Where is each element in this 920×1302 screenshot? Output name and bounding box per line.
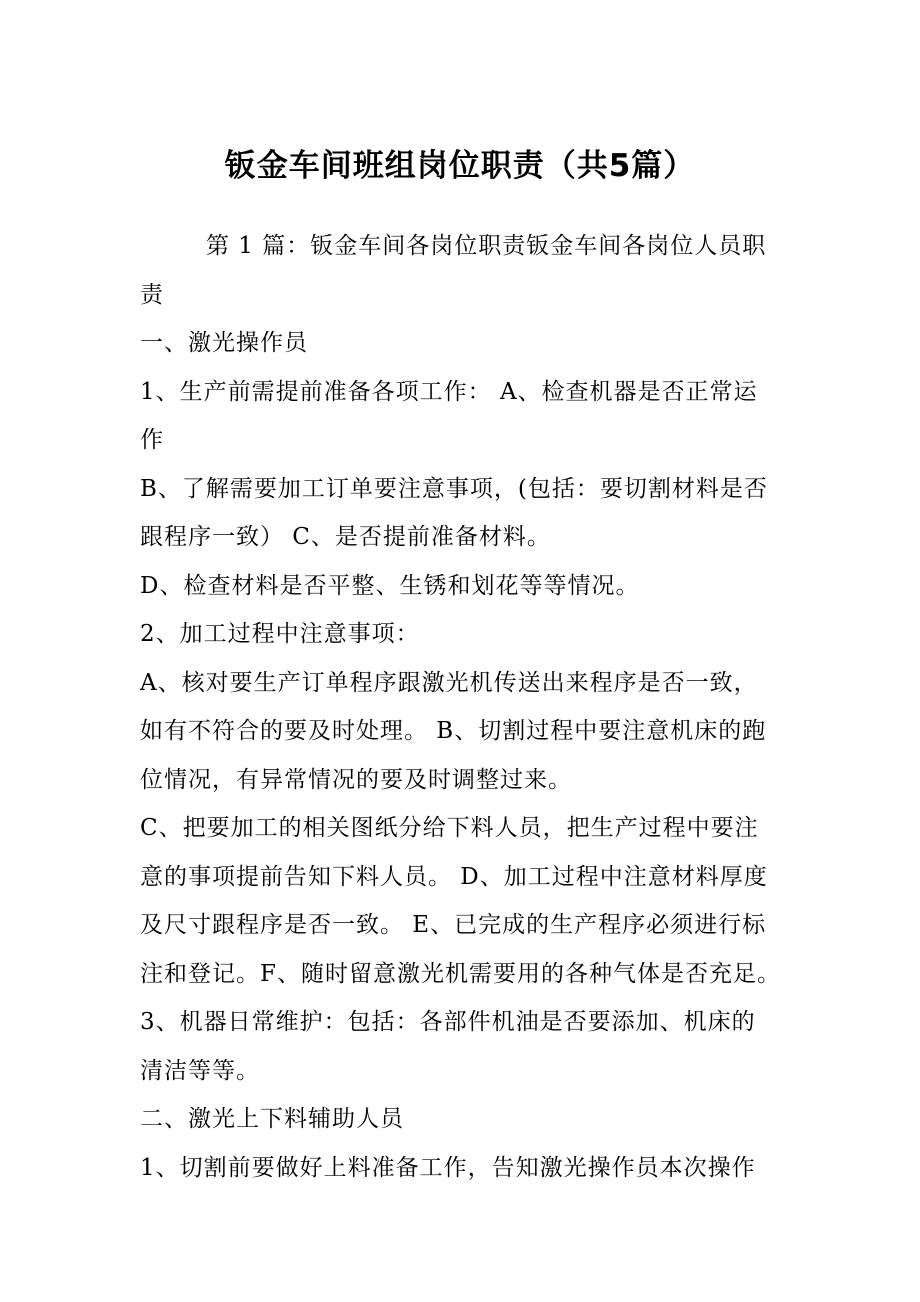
paragraph-line: 2、加工过程中注意事项： bbox=[140, 621, 420, 647]
paragraph-line: 3、机器日常维护：包括：各部件机油是否要添加、机床的 bbox=[140, 1009, 756, 1035]
paragraph-line: 意的事项提前告知下料人员。 D、加工过程中注意材料厚度 bbox=[140, 863, 768, 890]
paragraph-line: 及尺寸跟程序是否一致。 E、已完成的生产程序必须进行标 bbox=[140, 912, 767, 938]
section-heading: 二、激光上下料辅助人员 bbox=[140, 1106, 404, 1132]
paragraph-line: C、把要加工的相关图纸分给下料人员，把生产过程中要注 bbox=[140, 815, 759, 841]
paragraph-line: 1、生产前需提前准备各项工作： A、检查机器是否正常运 bbox=[140, 378, 758, 405]
document-title: 钣金车间班组岗位职责（共5篇） bbox=[224, 148, 696, 184]
paragraph-line: 1、切割前要做好上料准备工作，告知激光操作员本次操作 bbox=[140, 1154, 756, 1181]
paragraph-line: 位情况，有异常情况的要及时调整过来。 bbox=[140, 766, 572, 793]
paragraph-line: A、核对要生产订单程序跟激光机传送出来程序是否一致， bbox=[140, 669, 758, 696]
document-body bbox=[140, 222, 782, 1192]
paragraph-line: 第 1 篇：钣金车间各岗位职责钣金车间各岗位人员职 bbox=[206, 233, 767, 259]
section-heading: 一、激光操作员 bbox=[140, 330, 308, 356]
paragraph-line: 责 bbox=[140, 281, 164, 308]
paragraph-line: 跟程序一致） C、是否提前准备材料。 bbox=[140, 524, 551, 550]
paragraph-line: D、检查材料是否平整、生锈和划花等等情况。 bbox=[140, 572, 640, 599]
paragraph-line: 作 bbox=[140, 427, 164, 453]
paragraph-line: 如有不符合的要及时处理。 B、切割过程中要注意机床的跑 bbox=[140, 718, 767, 744]
paragraph-line: 注和登记。F、随时留意激光机需要用的各种气体是否充足。 bbox=[140, 960, 781, 987]
paragraph-line: B、了解需要加工订单要注意事项，(包括：要切割材料是否 bbox=[140, 475, 768, 502]
paragraph-line: 清洁等等。 bbox=[140, 1057, 260, 1084]
